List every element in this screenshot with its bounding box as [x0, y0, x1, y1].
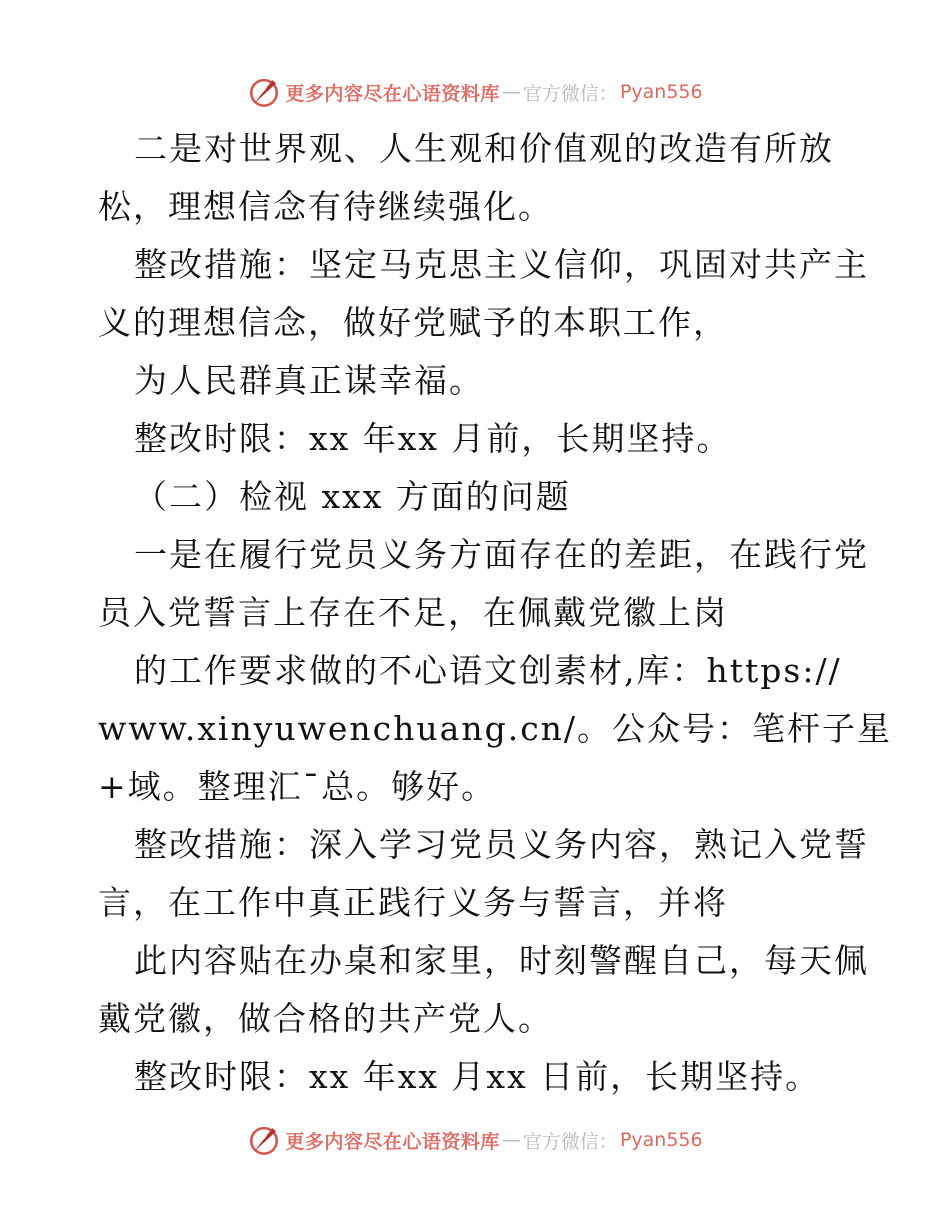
- text-line: 松，理想信念有待继续强化。: [98, 187, 553, 226]
- text-line: 员入党誓言上存在不足，在佩戴党徽上岗: [98, 593, 728, 632]
- text-line: 一是在履行党员义务方面存在的差距，在践行党: [134, 535, 869, 574]
- quill-in-circle-icon: [247, 75, 281, 109]
- watermark-wechat-id: Pyan556: [619, 81, 703, 103]
- text-line: 整改时限：xx 年xx 月xx 日前，长期坚持。: [134, 1057, 821, 1096]
- text-line: 整改措施：深入学习党员义务内容，熟记入党誓: [134, 825, 869, 864]
- footer-watermark: [0, 1120, 950, 1160]
- watermark-separator: —: [501, 1129, 521, 1151]
- watermark-brand: 更多内容尽在心语资料库: [285, 1130, 500, 1153]
- text-line: 为人民群真正谋幸福。: [134, 361, 484, 400]
- text-line: 整改时限：xx 年xx 月前，长期坚持。: [134, 419, 732, 458]
- watermark-label: 官方微信：: [522, 82, 618, 105]
- text-line: www.xinyuwenchuang.cn/。公众号：笔杆子星: [98, 709, 893, 748]
- text-line: 二是对世界观、人生观和价值观的改造有所放: [134, 129, 834, 168]
- header-watermark: [0, 72, 950, 112]
- text-line: +域。整理汇¯总。够好。: [98, 767, 497, 806]
- text-line: 此内容贴在办桌和家里，时刻警醒自己，每天佩: [134, 941, 869, 980]
- watermark-separator: —: [501, 81, 521, 103]
- quill-in-circle-icon: [247, 1123, 281, 1157]
- text-line: 戴党徽，做合格的共产党人。: [98, 999, 553, 1038]
- text-line: 的工作要求做的不心语文创素材,库：https://: [134, 651, 842, 690]
- text-line: 义的理想信念，做好党赋予的本职工作，: [98, 303, 728, 342]
- section-heading: （二）检视 xxx 方面的问题: [134, 477, 571, 516]
- watermark-brand: 更多内容尽在心语资料库: [285, 82, 500, 105]
- watermark-wechat-id: Pyan556: [619, 1129, 703, 1151]
- text-line: 整改措施：坚定马克思主义信仰，巩固对共产主: [134, 245, 869, 284]
- watermark-label: 官方微信：: [522, 1130, 618, 1153]
- text-line: 言，在工作中真正践行义务与誓言，并将: [98, 883, 728, 922]
